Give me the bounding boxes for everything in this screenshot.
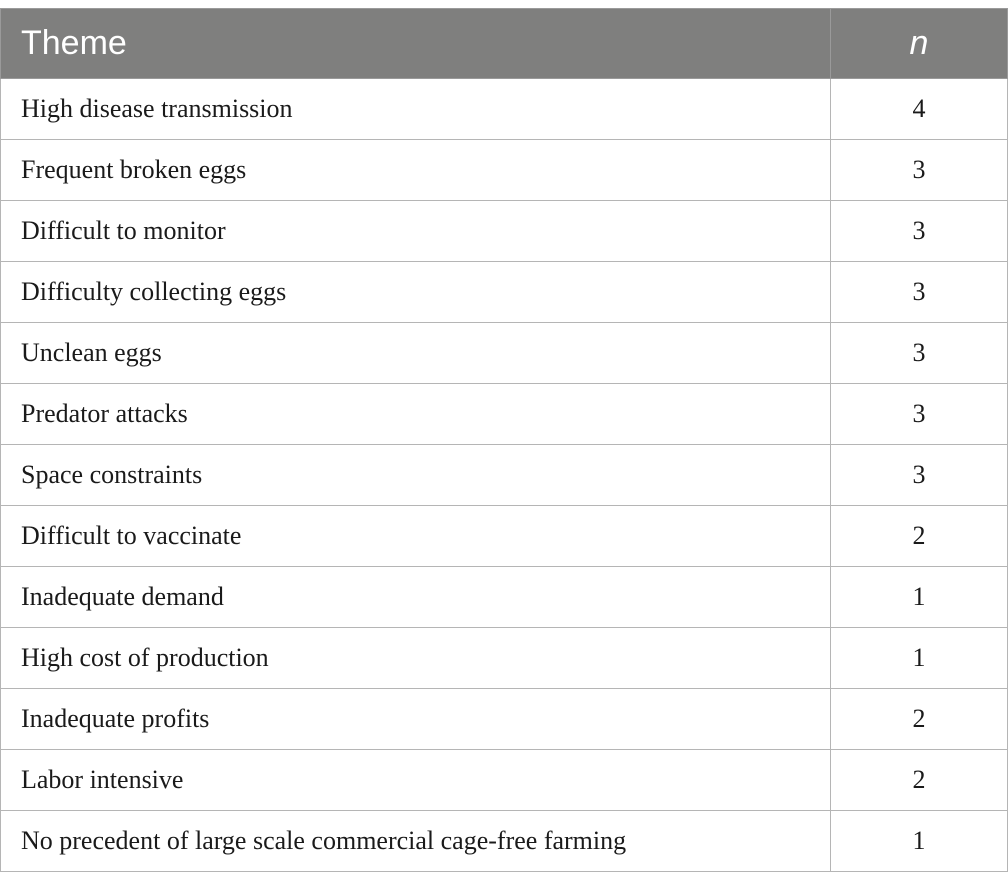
theme-cell: High cost of production bbox=[1, 628, 831, 689]
theme-cell: Inadequate demand bbox=[1, 567, 831, 628]
table-row bbox=[1, 140, 1008, 201]
table-row bbox=[1, 628, 1008, 689]
table-row bbox=[1, 567, 1008, 628]
theme-cell: Labor intensive bbox=[1, 750, 831, 811]
theme-cell: Space constraints bbox=[1, 445, 831, 506]
theme-cell: No precedent of large scale commercial cage-free farming bbox=[1, 811, 831, 872]
table-row bbox=[1, 323, 1008, 384]
count-cell: 1 bbox=[831, 628, 1008, 689]
header-row bbox=[1, 9, 1008, 79]
table-row bbox=[1, 689, 1008, 750]
table-row bbox=[1, 262, 1008, 323]
themes-table-container bbox=[0, 8, 1007, 872]
count-cell: 3 bbox=[831, 445, 1008, 506]
table-header bbox=[1, 9, 1008, 79]
table-row bbox=[1, 811, 1008, 872]
count-cell: 3 bbox=[831, 384, 1008, 445]
count-cell: 2 bbox=[831, 506, 1008, 567]
count-cell: 3 bbox=[831, 323, 1008, 384]
count-cell: 3 bbox=[831, 140, 1008, 201]
table-row bbox=[1, 384, 1008, 445]
count-cell: 4 bbox=[831, 79, 1008, 140]
table-body bbox=[1, 79, 1008, 872]
count-cell: 2 bbox=[831, 750, 1008, 811]
table-row bbox=[1, 750, 1008, 811]
theme-cell: Inadequate profits bbox=[1, 689, 831, 750]
table-row bbox=[1, 79, 1008, 140]
theme-cell: Predator attacks bbox=[1, 384, 831, 445]
count-cell: 2 bbox=[831, 689, 1008, 750]
count-cell: 1 bbox=[831, 567, 1008, 628]
theme-cell: Frequent broken eggs bbox=[1, 140, 831, 201]
count-cell: 1 bbox=[831, 811, 1008, 872]
table-row bbox=[1, 506, 1008, 567]
column-header-n: n bbox=[831, 9, 1008, 79]
themes-table bbox=[0, 8, 1008, 872]
table-row bbox=[1, 445, 1008, 506]
count-cell: 3 bbox=[831, 201, 1008, 262]
theme-cell: Difficulty collecting eggs bbox=[1, 262, 831, 323]
theme-cell: Unclean eggs bbox=[1, 323, 831, 384]
column-header-theme: Theme bbox=[1, 9, 831, 79]
theme-cell: High disease transmission bbox=[1, 79, 831, 140]
theme-cell: Difficult to monitor bbox=[1, 201, 831, 262]
table-row bbox=[1, 201, 1008, 262]
theme-cell: Difficult to vaccinate bbox=[1, 506, 831, 567]
count-cell: 3 bbox=[831, 262, 1008, 323]
